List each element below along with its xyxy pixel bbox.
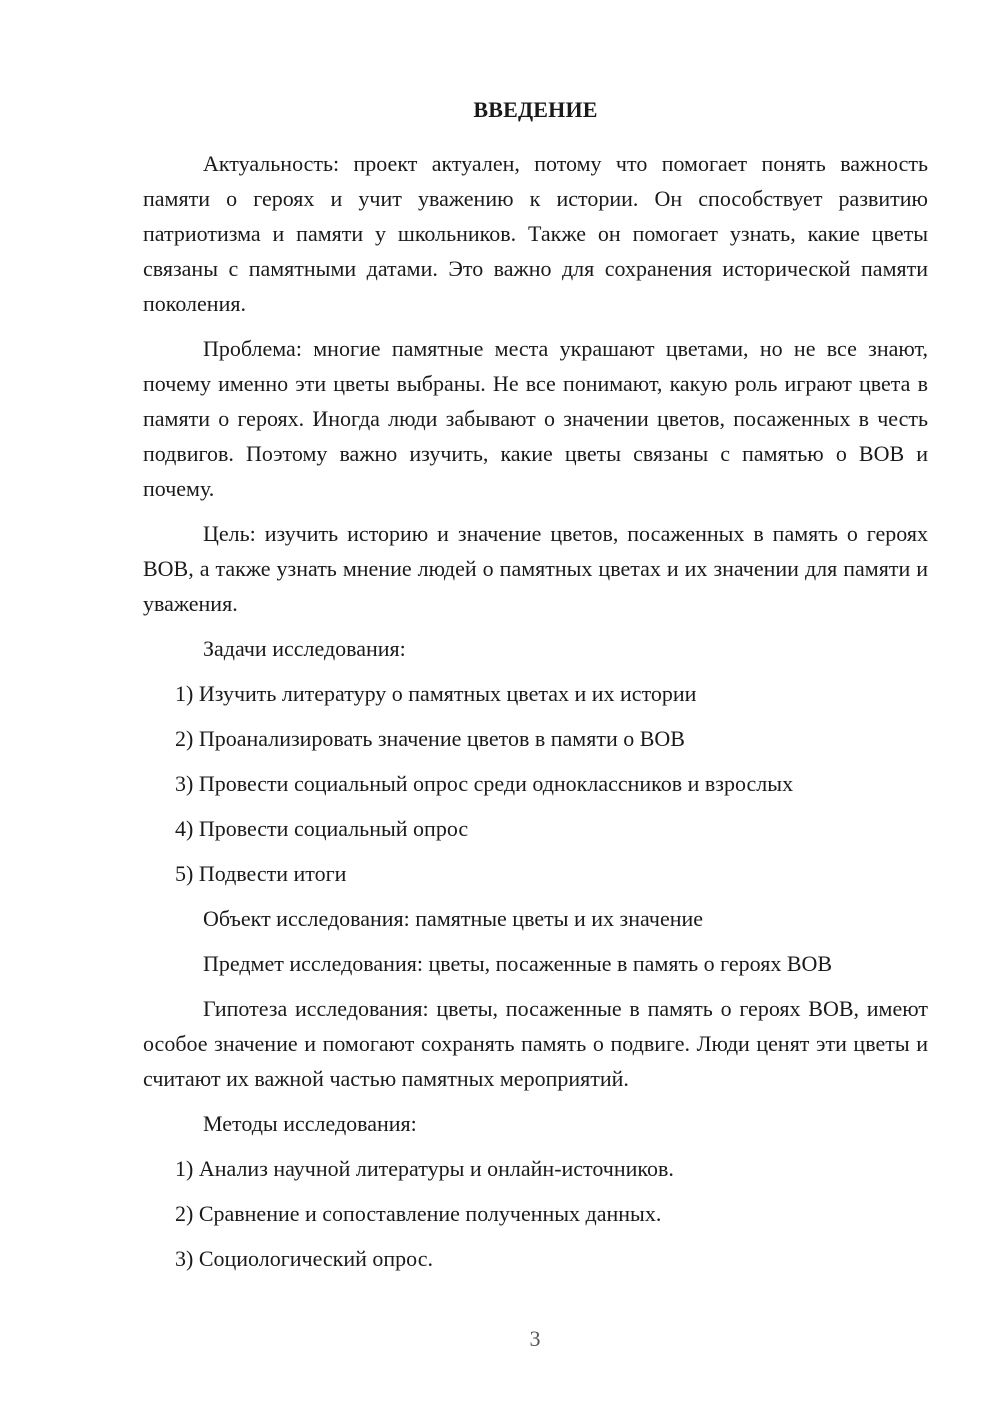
list-item: 5) Подвести итоги bbox=[175, 861, 347, 886]
list-item: 2) Проанализировать значение цветов в памяти о ВОВ bbox=[175, 726, 685, 751]
relevance-paragraph: Актуальность: проект актуален, потому что помогает понять важность памяти о героях и учит уважению к истории. Он способствует развитию патриотизма и памяти у школьников. Также он помогает узнать, какие цветы связаны с памятными датами. Это важно для сохранения исторической памяти поколения. bbox=[143, 151, 928, 316]
list-item: 3) Провести социальный опрос среди одноклассников и взрослых bbox=[175, 771, 794, 796]
tasks-list bbox=[143, 676, 928, 891]
list-item: 4) Провести социальный опрос bbox=[175, 816, 469, 841]
methods-list bbox=[143, 1151, 928, 1276]
subject-line: Предмет исследования: цветы, посаженные в память о героях ВОВ bbox=[203, 951, 833, 976]
tasks-title: Задачи исследования: bbox=[203, 636, 406, 661]
list-item: 1) Изучить литературу о памятных цветах и их истории bbox=[175, 681, 697, 706]
page-number: 3 bbox=[529, 1326, 541, 1351]
list-item: 1) Анализ научной литературы и онлайн-источников. bbox=[175, 1156, 674, 1181]
goal-paragraph: Цель: изучить историю и значение цветов, посаженных в память о героях ВОВ, а также узнать мнение людей о памятных цветах и их значении для памяти и уважения. bbox=[143, 521, 928, 616]
section-heading: ВВЕДЕНИЕ bbox=[473, 97, 598, 122]
hypothesis-paragraph: Гипотеза исследования: цветы, посаженные в память о героях ВОВ, имеют особое значение и помогают сохранять память о подвиге. Люди ценят эти цветы и считают их важной частью памятных мероприятий. bbox=[143, 996, 928, 1091]
methods-title: Методы исследования: bbox=[203, 1111, 417, 1136]
list-item: 2) Сравнение и сопоставление полученных данных. bbox=[175, 1201, 662, 1226]
list-item: 3) Социологический опрос. bbox=[175, 1246, 433, 1271]
document-page bbox=[143, 92, 928, 1286]
problem-paragraph: Проблема: многие памятные места украшают цветами, но не все знают, почему именно эти цветы выбраны. Не все понимают, какую роль играют цвета в памяти о героях. Иногда люди забывают о значении цветов, посаженных в честь подвигов. Поэтому важно изучить, какие цветы связаны с памятью о ВОВ и почему. bbox=[143, 336, 928, 501]
object-line: Объект исследования: памятные цветы и их значение bbox=[203, 906, 704, 931]
